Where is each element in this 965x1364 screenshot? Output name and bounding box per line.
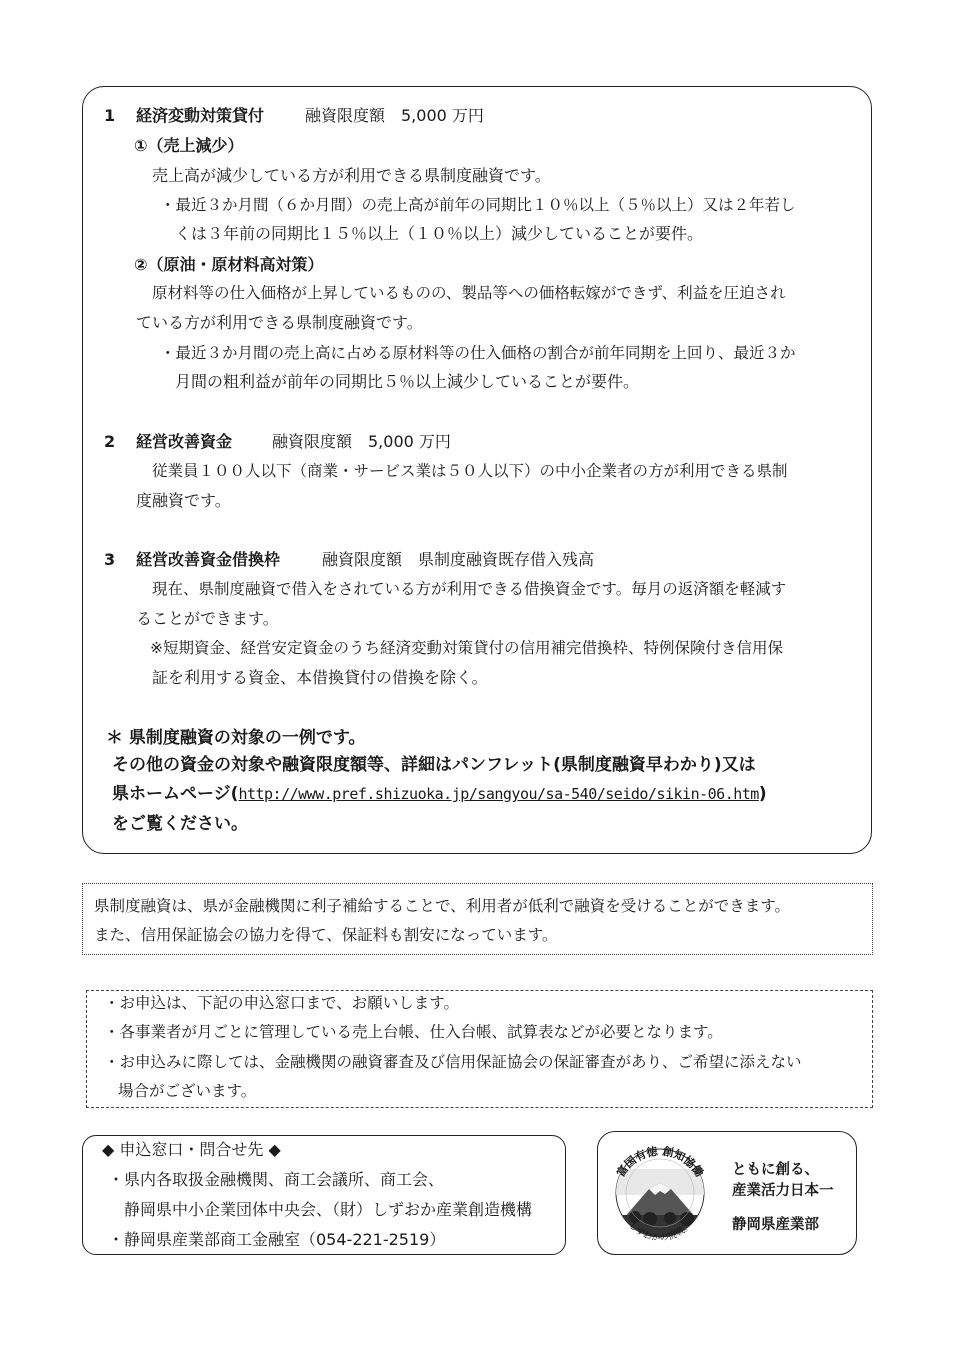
logo-slogan-line1: ともに創る、 bbox=[732, 1162, 819, 1178]
section-3-number: 3 bbox=[104, 550, 116, 569]
section-1b-bullet-line1: ・最近３か月間の売上高に占める原材料等の仕入価格の割合が前年同期を上回り、最近３か bbox=[160, 344, 796, 362]
section-3-note-line2: 証を利用する資金、本借換貸付の借換を除く。 bbox=[152, 668, 488, 687]
footnote-line2: その他の資金の対象や融資限度額等、詳細はパンフレット(県制度融資早わかり)又は bbox=[112, 755, 756, 775]
section-1a-desc: 売上高が減少している方が利用できる県制度融資です。 bbox=[152, 166, 551, 185]
section-1-title: 経済変動対策貸付 bbox=[136, 106, 265, 125]
section-1-limit: 融資限度額 5,000 万円 bbox=[305, 106, 484, 125]
contact-line3: ・静岡県産業部商工金融室（054-221-2519） bbox=[108, 1230, 446, 1249]
info-line2: また、信用保証協会の協力を得て、保証料も割安になっています。 bbox=[94, 926, 558, 944]
section-2-number: 2 bbox=[104, 432, 116, 451]
section-3-desc-line2: ることができます。 bbox=[136, 609, 279, 628]
section-3-limit: 融資限度額 県制度融資既存借入残高 bbox=[322, 550, 595, 569]
contact-line1: ・県内各取扱金融機関、商工会議所、商工会、 bbox=[108, 1170, 445, 1189]
logo-slogan-line2: 産業活力日本一 bbox=[732, 1183, 834, 1199]
footnote-line4: をご覧ください。 bbox=[112, 814, 248, 834]
section-2-desc-line1: 従業員１００人以下（商業・サービス業は５０人以下）の中小企業者の方が利用できる県制 bbox=[152, 462, 788, 480]
info-line1: 県制度融資は、県が金融機関に利子補給することで、利用者が低利で融資を受けることができます。 bbox=[94, 897, 790, 915]
section-2-desc-line2: 度融資です。 bbox=[136, 491, 231, 510]
section-2-title: 経営改善資金 bbox=[136, 432, 233, 451]
seal-top-text: 富国有徳 創知協働 bbox=[614, 1144, 706, 1180]
mount-fuji-seal-icon bbox=[605, 1139, 715, 1247]
apply-line4: 場合がございます。 bbox=[118, 1082, 257, 1100]
section-1-number: 1 bbox=[104, 106, 116, 125]
section-1a-bullet-line2: くは３年前の同期比１５％以上（１０％以上）減少していることが要件。 bbox=[175, 224, 704, 243]
section-1b-desc-line2: ている方が利用できる県制度融資です。 bbox=[136, 313, 423, 332]
footnote-line1: ＊ 県制度融資の対象の一例です。 bbox=[106, 728, 366, 748]
apply-line3: ・お申込みに際しては、金融機関の融資審査及び信用保証協会の保証審査があり、ご希望に添えない bbox=[104, 1053, 802, 1071]
contact-heading: ◆ 申込窓口・問合せ先 ◆ bbox=[102, 1140, 281, 1159]
footnote-close-paren: ) bbox=[758, 784, 767, 804]
section-3-note-line1: ※短期資金、経営安定資金のうち経済変動対策貸付の信用補完借換枠、特例保険付き信用保 bbox=[150, 639, 783, 657]
section-3-title: 経営改善資金借換枠 bbox=[136, 550, 281, 569]
section-2-limit: 融資限度額 5,000 万円 bbox=[272, 432, 451, 451]
footnote-homepage-label: 県ホームページ( bbox=[112, 784, 239, 804]
logo-department: 静岡県産業部 bbox=[732, 1217, 819, 1233]
section-1a-bullet-line1: ・最近３か月間（６か月間）の売上高が前年の同期比１０％以上（５％以上）又は２年若し bbox=[160, 196, 796, 214]
contact-line2: 静岡県中小企業団体中央会、（財）しずおか産業創造機構 bbox=[124, 1200, 533, 1219]
apply-line2: ・各事業者が月ごとに管理している売上台帳、仕入台帳、試算表などが必要となります。 bbox=[104, 1023, 723, 1041]
seal-bottom-text: しずおかの挑戦。 bbox=[626, 1220, 694, 1244]
section-3-desc-line1: 現在、県制度融資で借入をされている方が利用できる借換資金です。毎月の返済額を軽減す bbox=[152, 580, 787, 598]
section-1a-heading: ①（売上減少） bbox=[134, 136, 244, 155]
section-1b-desc-line1: 原材料等の仕入価格が上昇しているものの、製品等への価格転嫁ができず、利益を圧迫され bbox=[152, 284, 786, 302]
footnote-line3 bbox=[112, 784, 767, 804]
section-1b-bullet-line2: 月間の粗利益が前年の同期比５％以上減少していることが要件。 bbox=[175, 372, 640, 391]
apply-line1: ・お申込は、下記の申込窓口まで、お願いします。 bbox=[104, 994, 459, 1012]
homepage-url-link[interactable]: http://www.pref.shizuoka.jp/sangyou/sa-540/seido/sikin-06.htm bbox=[238, 785, 759, 803]
section-1b-heading: ②（原油・原材料高対策） bbox=[134, 255, 324, 274]
